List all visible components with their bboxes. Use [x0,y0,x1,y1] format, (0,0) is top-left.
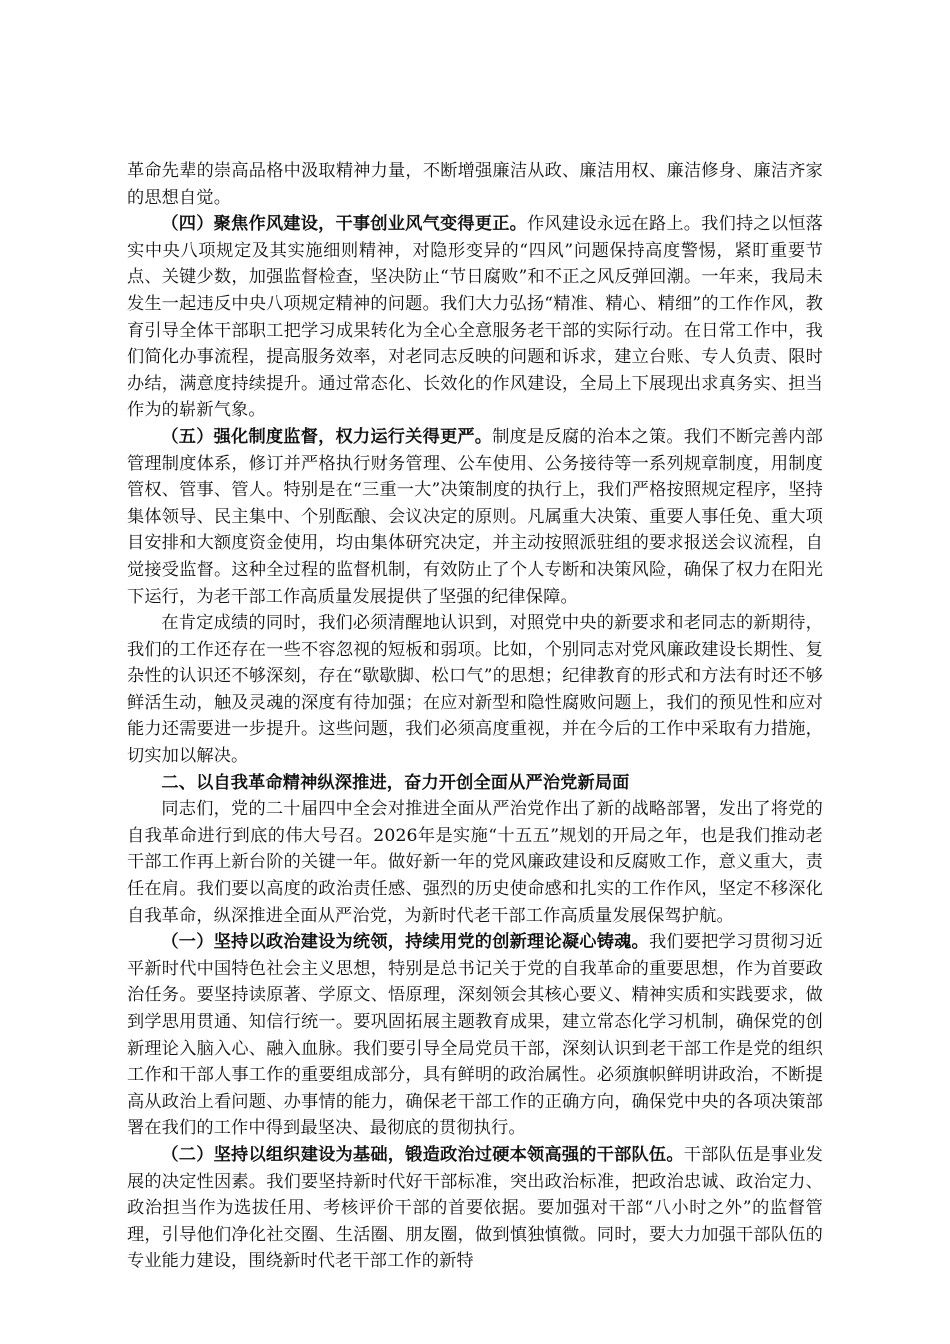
paragraph-lead: （五）强化制度监督，权力运行关得更严。 [161,426,493,447]
paragraph-introduction [127,796,823,929]
paragraph-text: 我们要把学习贯彻习近平新时代中国特色社会主义思想，特别是总书记关于党的自我革命的重要思想，作为首要政治任务。要坚持读原著、学原文、悟原理，深刻领会其核心要义、精神实质和实践要求，做到学思用贯通、知信行统一。要巩固拓展主题教育成果，建立常态化学习机制，确保党的创新理论入脑入心、融入血脉。我们要引导全局党员干部，深刻认识到老干部工作是党的组织工作和干部人事工作的重要组成部分，具有鲜明的政治属性。必须旗帜鲜明讲政治，不断提高从政治上看问题、办事情的能力，确保老干部工作的正确方向，确保党中央的各项决策部署在我们的工作中得到最坚决、最彻底的贯彻执行。 [127,932,823,1139]
paragraph-continuation [127,158,823,211]
paragraph-text: 在肯定成绩的同时，我们必须清醒地认识到，对照党中央的新要求和老同志的新期待，我们的工作还存在一些不容忽视的短板和弱项。比如，个别同志对党风廉政建设长期性、复杂性的认识还不够深刻，存在“歇歇脚、松口气”的思想；纪律教育的形式和方法有时还不够鲜活生动，触及灵魂的深度有待加强；在应对新型和隐性腐败问题上，我们的预见性和应对能力还需要进一步提升。这些问题，我们必须高度重视，并在今后的工作中采取有力措施，切实加以解决。 [127,613,823,767]
paragraph-text: 干部队伍是事业发展的决定性因素。我们要坚持新时代好干部标准，突出政治标准，把政治忠诚、政治定力、政治担当作为选拔任用、考核评价干部的首要依据。要加强对干部“八小时之外”的监督管理，引导他们净化社交圈、生活圈、朋友圈，做到慎独慎微。同时，要大力加强干部队伍的专业能力建设，围绕新时代老干部工作的新特 [127,1144,823,1272]
paragraph-text: 革命先辈的崇高品格中汲取精神力量，不断增强廉洁从政、廉洁用权、廉洁修身、廉洁齐家的思想自觉。 [127,161,823,208]
paragraph-lead: （四）聚焦作风建设，干事创业风气变得更正。 [161,214,528,235]
paragraph-text: 作风建设永远在路上。我们持之以恒落实中央八项规定及其实施细则精神，对隐形变异的“四风”问题保持高度警惕，紧盯重要节点、关键少数，加强监督检查，坚决防止“节日腐败”和不正之风反弹回潮。一年来，我局未发生一起违反中央八项规定精神的问题。我们大力弘扬“精准、精心、精细”的工作作风，教育引导全体干部职工把学习成果转化为全心全意服务老干部的实际行动。在日常工作中，我们简化办事流程，提高服务效率，对老同志反映的问题和诉求，建立台账、专人负责、限时办结，满意度持续提升。通过常态化、长效化的作风建设，全局上下展现出求真务实、担当作为的崭新气象。 [127,214,823,421]
section-heading-text: 二、以自我革命精神纵深推进，奋力开创全面从严治党新局面 [161,772,630,793]
paragraph-style-building [127,211,823,424]
paragraph-lead: （二）坚持以组织建设为基础，锻造政治过硬本领高强的干部队伍。 [161,1144,684,1165]
paragraph-text: 同志们，党的二十届四中全会对推进全面从严治党作出了新的战略部署，发出了将党的自我革命进行到底的伟大号召。2026年是实施“十五五”规划的开局之年，也是我们推动老干部工作再上新台阶的关键一年。做好新一年的党风廉政建设和反腐败工作，意义重大，责任在肩。我们要以高度的政治责任感、强烈的历史使命感和扎实的工作作风，坚定不移深化自我革命，纵深推进全面从严治党，为新时代老干部工作高质量发展保驾护航。 [127,799,823,926]
paragraph-political-building [127,929,823,1142]
paragraph-lead: （一）坚持以政治建设为统领，持续用党的创新理论凝心铸魂。 [161,932,649,953]
paragraph-shortcomings [127,610,823,770]
paragraph-text: 制度是反腐的治本之策。我们不断完善内部管理制度体系，修订并严格执行财务管理、公车使用、公务接待等一系列规章制度，用制度管权、管事、管人。特别是在“三重一大”决策制度的执行上，我们严格按照规定程序，坚持集体领导、民主集中、个别酝酿、会议决定的原则。凡属重大决策、重要人事任免、重大项目安排和大额度资金使用，均由集体研究决定，并主动按照派驻组的要求报送会议流程，自觉接受监督。这种全过程的监督机制，有效防止了个人专断和决策风险，确保了权力在阳光下运行，为老干部工作高质量发展提供了坚强的纪律保障。 [127,426,823,607]
paragraph-organization-building [127,1142,823,1275]
paragraph-system-supervision [127,424,823,610]
document-page [127,158,823,1275]
section-heading [127,770,823,797]
